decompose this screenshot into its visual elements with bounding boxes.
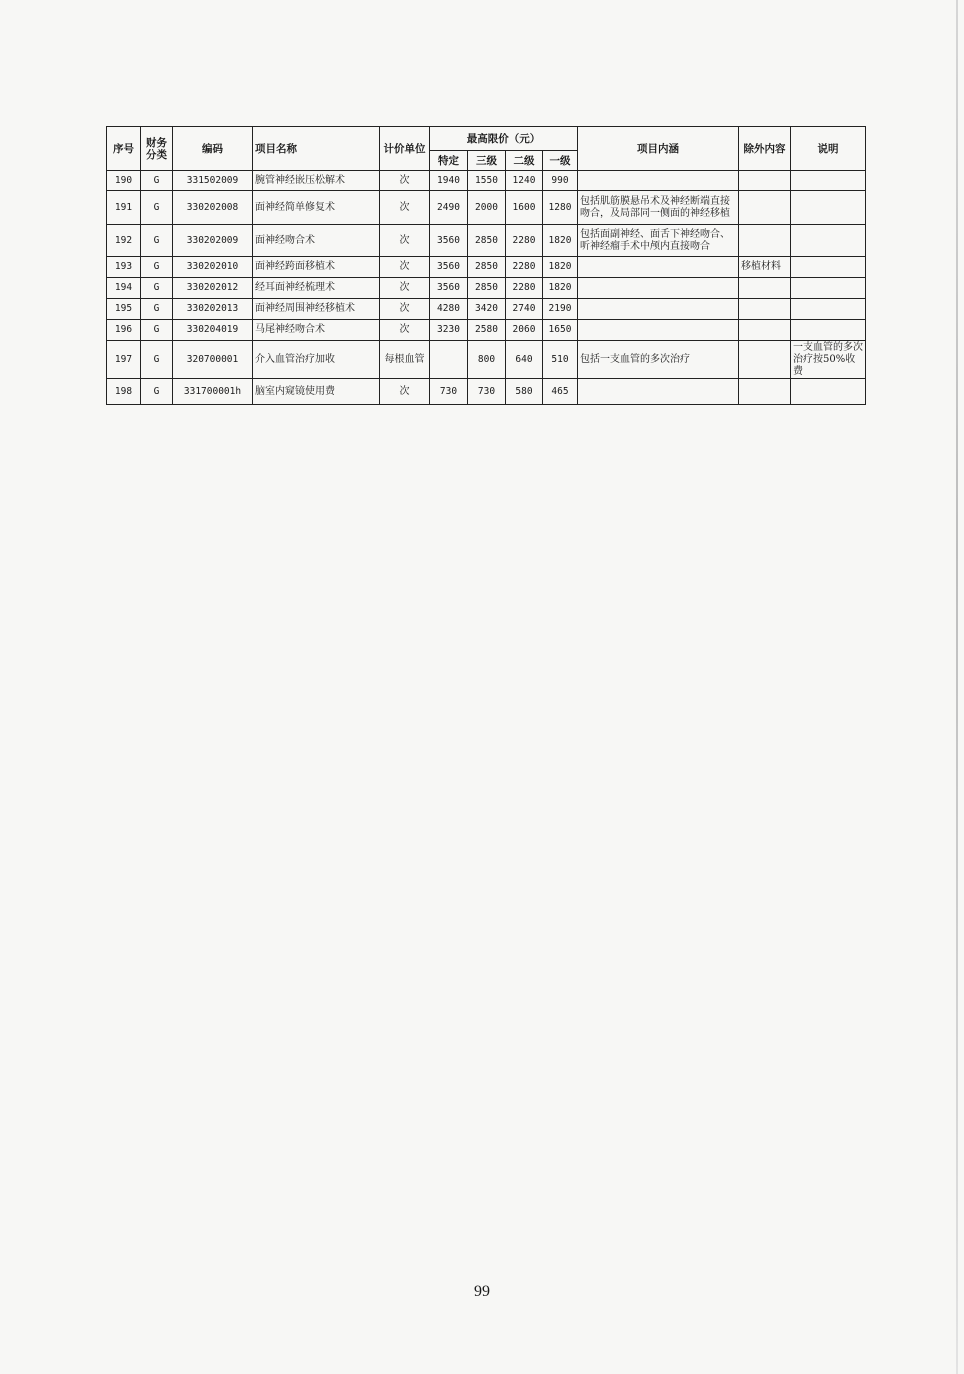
cell-seq: 191 — [107, 191, 141, 225]
cell-price-special: 3560 — [430, 225, 468, 257]
cell-exclusions — [739, 299, 791, 320]
cell-code: 330204019 — [173, 320, 253, 341]
cell-unit: 次 — [380, 299, 430, 320]
cell-exclusions — [739, 191, 791, 225]
cell-notes: 一支血管的多次治疗按50%收费 — [791, 341, 866, 379]
cell-content — [578, 257, 739, 278]
cell-unit: 次 — [380, 320, 430, 341]
cell-price-special: 3230 — [430, 320, 468, 341]
cell-price-grade-1: 510 — [543, 341, 578, 379]
cell-price-grade-1: 2190 — [543, 299, 578, 320]
cell-unit: 每根血管 — [380, 341, 430, 379]
cell-exclusions — [739, 320, 791, 341]
cell-notes — [791, 225, 866, 257]
cell-item-name: 马尾神经吻合术 — [253, 320, 380, 341]
header-item-name: 项目名称 — [253, 127, 380, 171]
cell-price-grade-3: 2850 — [468, 257, 506, 278]
cell-notes — [791, 320, 866, 341]
cell-item-name: 脑室内窥镜使用费 — [253, 379, 380, 405]
cell-seq: 194 — [107, 278, 141, 299]
cell-category: G — [141, 191, 173, 225]
cell-code: 330202010 — [173, 257, 253, 278]
cell-price-special: 1940 — [430, 171, 468, 191]
cell-item-name: 面神经吻合术 — [253, 225, 380, 257]
cell-category: G — [141, 278, 173, 299]
cell-category: G — [141, 299, 173, 320]
header-code: 编码 — [173, 127, 253, 171]
header-exclusions: 除外内容 — [739, 127, 791, 171]
cell-unit: 次 — [380, 171, 430, 191]
cell-content — [578, 171, 739, 191]
header-content: 项目内涵 — [578, 127, 739, 171]
cell-price-grade-3: 730 — [468, 379, 506, 405]
scan-edge — [956, 0, 958, 1374]
cell-seq: 198 — [107, 379, 141, 405]
cell-code: 320700001 — [173, 341, 253, 379]
cell-price-grade-1: 1650 — [543, 320, 578, 341]
cell-unit: 次 — [380, 278, 430, 299]
table-row — [107, 191, 866, 225]
cell-content: 包括面副神经、面舌下神经吻合、听神经瘤手术中颅内直接吻合 — [578, 225, 739, 257]
cell-category: G — [141, 171, 173, 191]
cell-price-grade-2: 2280 — [506, 278, 543, 299]
cell-notes — [791, 299, 866, 320]
table-row — [107, 299, 866, 320]
cell-price-grade-2: 2280 — [506, 225, 543, 257]
cell-category: G — [141, 225, 173, 257]
cell-seq: 197 — [107, 341, 141, 379]
cell-price-grade-3: 800 — [468, 341, 506, 379]
cell-content — [578, 299, 739, 320]
cell-unit: 次 — [380, 191, 430, 225]
cell-seq: 192 — [107, 225, 141, 257]
cell-price-grade-3: 2850 — [468, 225, 506, 257]
cell-notes — [791, 171, 866, 191]
cell-item-name: 介入血管治疗加收 — [253, 341, 380, 379]
cell-category: G — [141, 320, 173, 341]
cell-price-grade-1: 990 — [543, 171, 578, 191]
cell-notes — [791, 257, 866, 278]
cell-price-grade-2: 2280 — [506, 257, 543, 278]
cell-price-grade-2: 1240 — [506, 171, 543, 191]
cell-unit: 次 — [380, 225, 430, 257]
cell-price-grade-2: 580 — [506, 379, 543, 405]
cell-price-grade-1: 465 — [543, 379, 578, 405]
table-row — [107, 171, 866, 191]
cell-price-grade-1: 1820 — [543, 257, 578, 278]
cell-price-grade-3: 2000 — [468, 191, 506, 225]
cell-price-grade-1: 1820 — [543, 225, 578, 257]
cell-code: 330202009 — [173, 225, 253, 257]
cell-price-special — [430, 341, 468, 379]
cell-seq: 193 — [107, 257, 141, 278]
cell-code: 330202013 — [173, 299, 253, 320]
table-row — [107, 320, 866, 341]
cell-price-grade-1: 1820 — [543, 278, 578, 299]
cell-notes — [791, 379, 866, 405]
cell-seq: 196 — [107, 320, 141, 341]
cell-exclusions — [739, 225, 791, 257]
cell-price-special: 4280 — [430, 299, 468, 320]
cell-content: 包括一支血管的多次治疗 — [578, 341, 739, 379]
header-grade-special: 特定 — [430, 151, 468, 171]
header-max-price: 最高限价（元） — [430, 127, 578, 151]
cell-price-grade-3: 1550 — [468, 171, 506, 191]
header-grade-1: 一级 — [543, 151, 578, 171]
page-number: 99 — [474, 1283, 490, 1300]
cell-content — [578, 278, 739, 299]
cell-price-grade-2: 2060 — [506, 320, 543, 341]
cell-price-special: 3560 — [430, 257, 468, 278]
cell-price-grade-2: 1600 — [506, 191, 543, 225]
cell-seq: 195 — [107, 299, 141, 320]
cell-code: 331502009 — [173, 171, 253, 191]
header-grade-2: 二级 — [506, 151, 543, 171]
cell-unit: 次 — [380, 257, 430, 278]
cell-content: 包括肌筋膜悬吊术及神经断端直接吻合，及局部同一侧面的神经移植 — [578, 191, 739, 225]
cell-code: 330202008 — [173, 191, 253, 225]
cell-item-name: 面神经跨面移植术 — [253, 257, 380, 278]
cell-exclusions — [739, 171, 791, 191]
cell-exclusions — [739, 278, 791, 299]
cell-exclusions: 移植材料 — [739, 257, 791, 278]
cell-notes — [791, 191, 866, 225]
cell-code: 330202012 — [173, 278, 253, 299]
cell-item-name: 腕管神经嵌压松解术 — [253, 171, 380, 191]
cell-price-grade-2: 2740 — [506, 299, 543, 320]
cell-code: 331700001h — [173, 379, 253, 405]
cell-price-grade-3: 2850 — [468, 278, 506, 299]
cell-item-name: 经耳面神经梳理术 — [253, 278, 380, 299]
cell-exclusions — [739, 379, 791, 405]
header-grade-3: 三级 — [468, 151, 506, 171]
cell-item-name: 面神经简单修复术 — [253, 191, 380, 225]
cell-content — [578, 320, 739, 341]
cell-seq: 190 — [107, 171, 141, 191]
table-row — [107, 379, 866, 405]
header-notes: 说明 — [791, 127, 866, 171]
price-table — [106, 126, 866, 405]
cell-price-grade-2: 640 — [506, 341, 543, 379]
header-unit: 计价单位 — [380, 127, 430, 171]
cell-item-name: 面神经周围神经移植术 — [253, 299, 380, 320]
table-row — [107, 278, 866, 299]
table-row — [107, 341, 866, 379]
cell-category: G — [141, 379, 173, 405]
cell-price-special: 2490 — [430, 191, 468, 225]
table-row — [107, 225, 866, 257]
header-finance-category: 财务分类 — [141, 127, 173, 171]
cell-price-grade-1: 1280 — [543, 191, 578, 225]
header-seq: 序号 — [107, 127, 141, 171]
cell-category: G — [141, 257, 173, 278]
cell-price-grade-3: 2580 — [468, 320, 506, 341]
cell-notes — [791, 278, 866, 299]
cell-price-grade-3: 3420 — [468, 299, 506, 320]
table-body — [107, 171, 866, 405]
cell-category: G — [141, 341, 173, 379]
table-row — [107, 257, 866, 278]
cell-price-special: 730 — [430, 379, 468, 405]
cell-unit: 次 — [380, 379, 430, 405]
cell-content — [578, 379, 739, 405]
cell-price-special: 3560 — [430, 278, 468, 299]
cell-exclusions — [739, 341, 791, 379]
